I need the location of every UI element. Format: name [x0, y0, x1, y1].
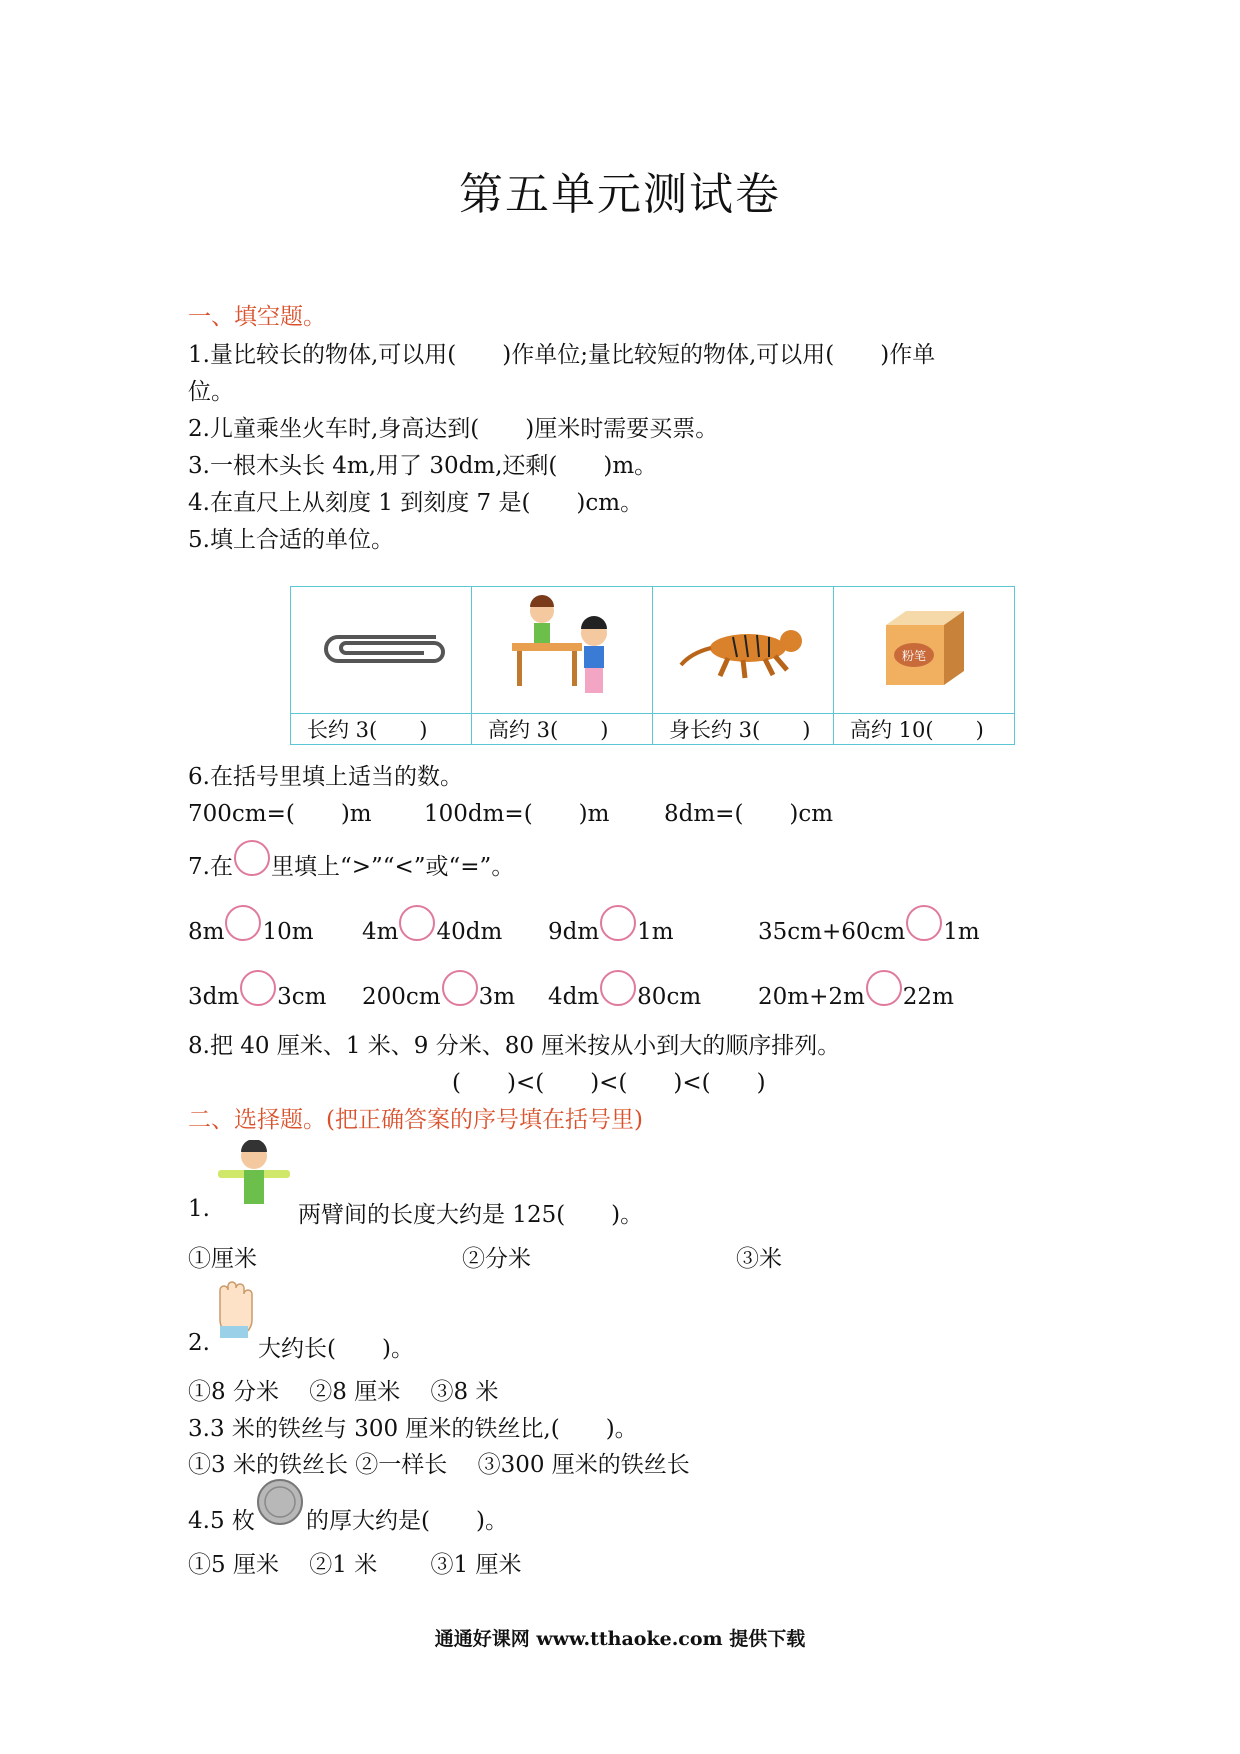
coin-image [256, 1478, 304, 1526]
paperclip-image [316, 623, 446, 673]
compare-circle-icon[interactable] [240, 970, 276, 1006]
unit-table [290, 586, 1015, 745]
q8: 8.把 40 厘米、1 米、9 分米、80 厘米按从小到大的顺序排列。 [188, 1033, 841, 1059]
s2-q1-text: 两臂间的长度大约是 125( )。 [298, 1202, 644, 1228]
compare-circle-icon[interactable] [442, 970, 478, 1006]
caption-tiger: 身长约 3( ) [653, 714, 834, 745]
s2-q2-options: ①8 分米 ②8 厘米 ③8 米 [188, 1379, 499, 1405]
chalk-box-image [874, 603, 974, 693]
q7-prefix: 7.在 [188, 854, 233, 880]
caption-chalkbox: 高约 10( ) [834, 714, 1015, 745]
chalk-label: 粉笔 [901, 649, 927, 663]
s2-q2-number: 2. [188, 1330, 210, 1356]
compare-item: 20m+2m 22m [758, 980, 954, 1016]
q6-item-2: 100dm=( )m [424, 801, 610, 827]
s2-q1-option-2: ②分米 [462, 1246, 531, 1272]
compare-circle-icon[interactable] [600, 970, 636, 1006]
compare-circle-icon[interactable] [906, 905, 942, 941]
s2-q4-text: 的厚大约是( )。 [306, 1508, 508, 1534]
compare-circle-icon[interactable] [600, 905, 636, 941]
hand-image [210, 1276, 258, 1340]
footer-credit: 通通好课网 www.tthaoke.com 提供下载 [434, 1628, 806, 1650]
compare-item: 3dm 3cm [188, 980, 327, 1016]
q4: 4.在直尺上从刻度 1 到刻度 7 是( )cm。 [188, 490, 644, 516]
q1-line2: 位。 [188, 379, 234, 405]
s2-q1-number: 1. [188, 1196, 210, 1222]
compare-item: 4m 40dm [362, 915, 502, 951]
s2-q4-number: 4.5 枚 [188, 1508, 255, 1534]
paperclip-cell [291, 587, 472, 714]
caption-paperclip: 长约 3( ) [291, 714, 472, 745]
q7-instruction [188, 848, 514, 886]
caption-children: 高约 3( ) [472, 714, 653, 745]
s2-q3: 3.3 米的铁丝与 300 厘米的铁丝比,( )。 [188, 1416, 638, 1442]
s2-q1-option-3: ③米 [736, 1246, 782, 1272]
compare-item: 8m 10m [188, 915, 314, 951]
tiger-cell [653, 587, 834, 714]
q7-suffix: 里填上“>”“<”或“=”。 [270, 854, 515, 880]
children-table-image [502, 593, 622, 703]
q5: 5.填上合适的单位。 [188, 527, 394, 553]
q2: 2.儿童乘坐火车时,身高达到( )厘米时需要买票。 [188, 416, 719, 442]
boy-arms-image [214, 1140, 294, 1212]
compare-item: 35cm+60cm 1m [758, 915, 980, 951]
section2-heading: 二、选择题。(把正确答案的序号填在括号里) [188, 1107, 643, 1133]
q8-answer: ( )<( )<( )<( ) [452, 1070, 766, 1096]
compare-circle-icon[interactable] [399, 905, 435, 941]
compare-circle-icon[interactable] [866, 970, 902, 1006]
q6: 6.在括号里填上适当的数。 [188, 764, 463, 790]
chalkbox-cell [834, 587, 1015, 714]
s2-q4-options: ①5 厘米 ②1 米 ③1 厘米 [188, 1552, 522, 1578]
page-title: 第五单元测试卷 [459, 169, 781, 220]
q6-item-3: 8dm=( )cm [664, 801, 834, 827]
compare-item: 4dm 80cm [548, 980, 701, 1016]
compare-circle-icon[interactable] [225, 905, 261, 941]
s2-q3-options: ①3 米的铁丝长 ②一样长 ③300 厘米的铁丝长 [188, 1452, 690, 1478]
compare-circle-icon [234, 840, 270, 876]
compare-item: 200cm 3m [362, 980, 515, 1016]
s2-q1-option-1: ①厘米 [188, 1246, 257, 1272]
tiger-image [673, 613, 813, 683]
children-cell [472, 587, 653, 714]
compare-item: 9dm 1m [548, 915, 674, 951]
section1-heading: 一、填空题。 [188, 304, 326, 330]
q3: 3.一根木头长 4m,用了 30dm,还剩( )m。 [188, 453, 658, 479]
s2-q2-text: 大约长( )。 [258, 1336, 414, 1362]
q6-item-1: 700cm=( )m [188, 801, 372, 827]
q1-line1: 1.量比较长的物体,可以用( )作单位;量比较短的物体,可以用( )作单 [188, 342, 936, 368]
